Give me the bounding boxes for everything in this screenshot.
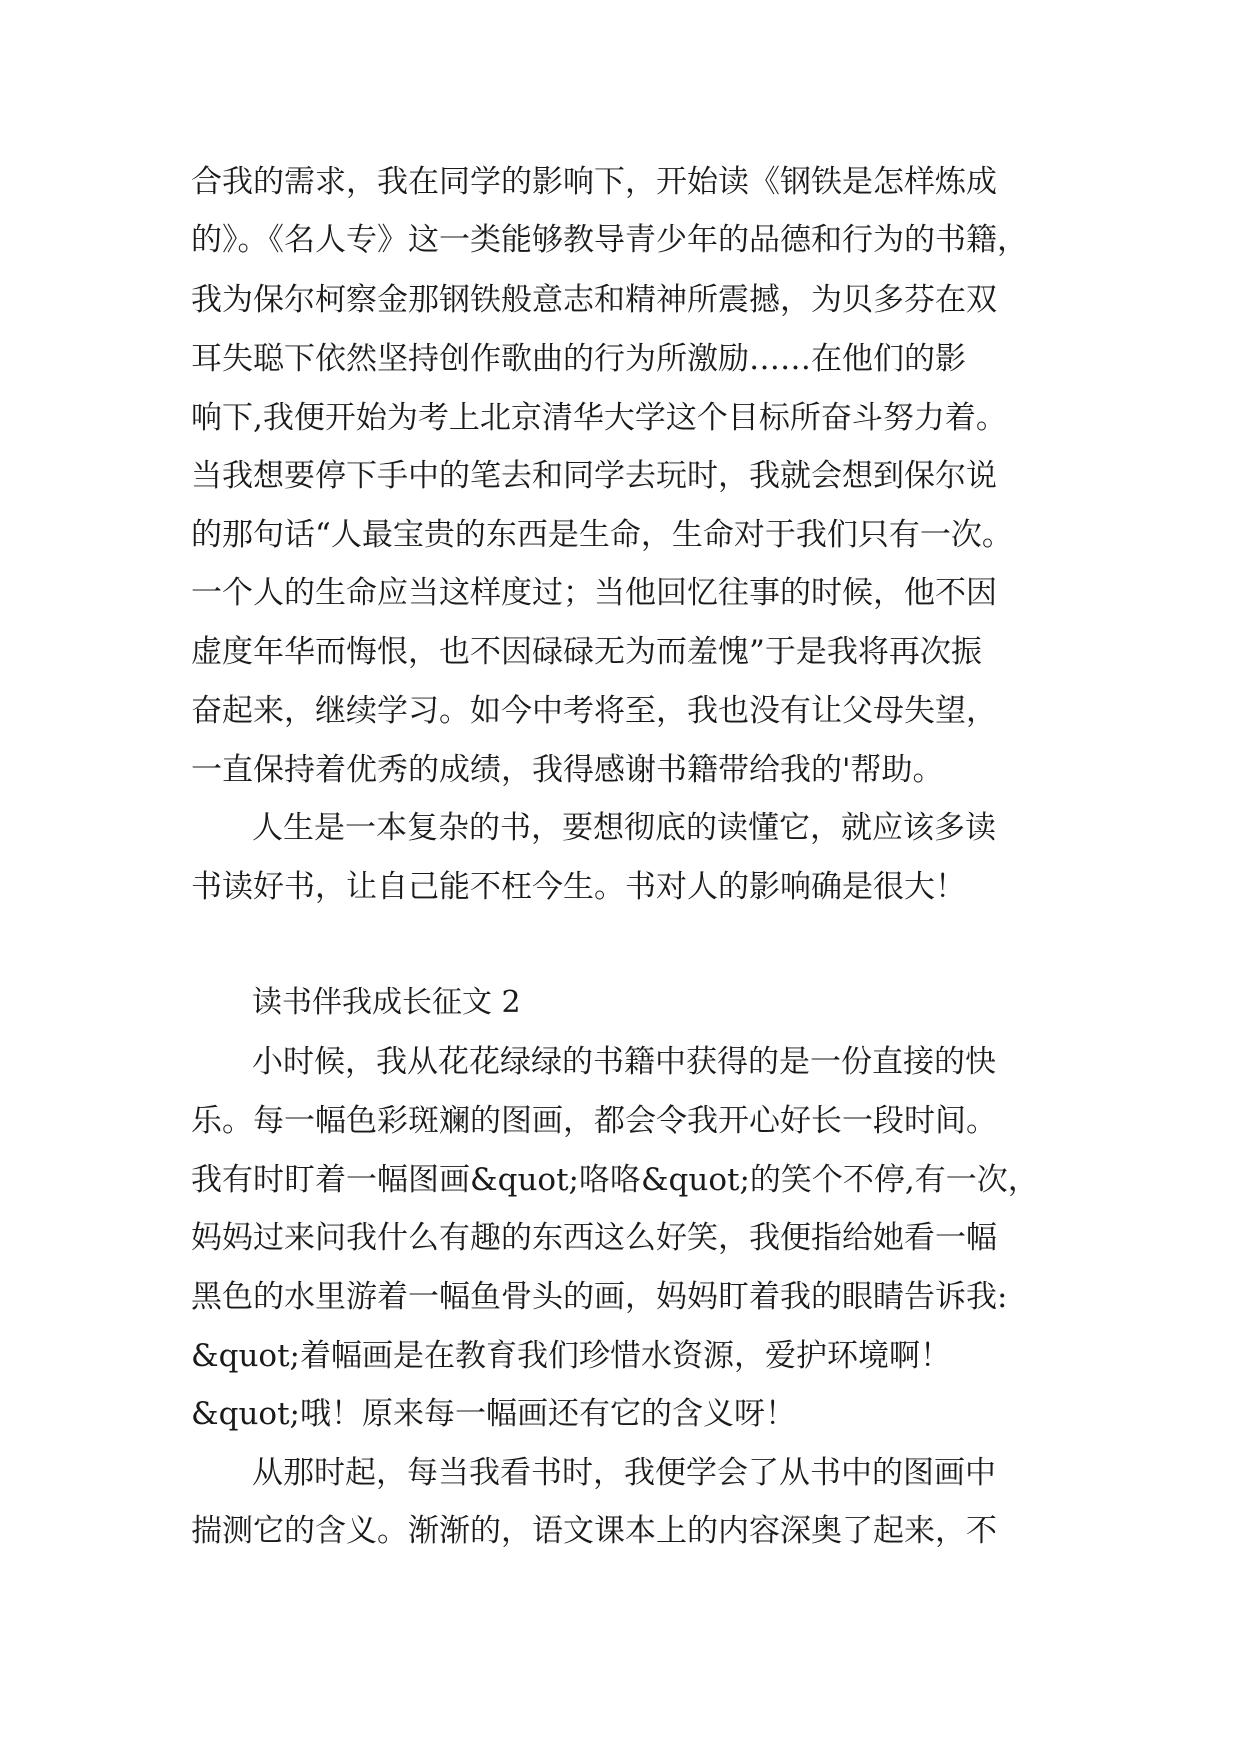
paragraph-line: 揣测它的含义。渐渐的，语文课本上的内容深奥了起来，不 xyxy=(191,1513,997,1549)
paragraph-line: 一个人的生命应当这样度过；当他回忆往事的时候，他不因 xyxy=(191,575,997,611)
paragraph-first-line: 小时候，我从花花绿绿的书籍中获得的是一份直接的快 xyxy=(252,1044,996,1080)
paragraph-line: 响下,我便开始为考上北京清华大学这个目标所奋斗努力着。 xyxy=(191,400,1007,436)
paragraph-line: &quot;哦！原来每一幅画还有它的含义呀！ xyxy=(191,1396,796,1432)
paragraph-line: 黑色的水里游着一幅鱼骨头的画，妈妈盯着我的眼睛告诉我: xyxy=(191,1279,1008,1315)
paragraph-line: 乐。每一幅色彩斑斓的图画，都会令我开心好长一段时间。 xyxy=(191,1103,997,1139)
paragraph-line: 耳失聪下依然坚持创作歌曲的行为所激励……在他们的影 xyxy=(191,341,966,377)
paragraph-first-line: 人生是一本复杂的书，要想彻底的读懂它，就应该多读 xyxy=(252,810,996,846)
paragraph-line: 一直保持着优秀的成绩，我得感谢书籍带给我的'帮助。 xyxy=(191,752,944,788)
section-heading: 读书伴我成长征文 2 xyxy=(252,985,521,1020)
paragraph-line: 奋起来，继续学习。如今中考将至，我也没有让父母失望， xyxy=(191,693,997,729)
paragraph-line: 的》。《名人专》这一类能够教导青少年的品德和行为的书籍， xyxy=(191,222,1028,258)
paragraph-line: 我为保尔柯察金那钢铁般意志和精神所震撼，为贝多芬在双 xyxy=(191,282,997,318)
paragraph-line: 妈妈过来问我什么有趣的东西这么好笑，我便指给她看一幅 xyxy=(191,1220,997,1256)
paragraph-line: 书读好书，让自己能不枉今生。书对人的影响确是很大！ xyxy=(191,869,966,905)
paragraph-line: &quot;着幅画是在教育我们珍惜水资源，爱护环境啊！ xyxy=(191,1338,951,1374)
paragraph-line: 我有时盯着一幅图画&quot;咯咯&quot;的笑个不停,有一次， xyxy=(191,1162,1039,1198)
paragraph-line: 虚度年华而悔恨，也不因碌碌无为而羞愧”于是我将再次振 xyxy=(191,634,982,670)
paragraph-line: 合我的需求，我在同学的影响下，开始读《钢铁是怎样炼成 xyxy=(191,164,997,200)
paragraph-line: 当我想要停下手中的笔去和同学去玩时，我就会想到保尔说 xyxy=(191,458,997,494)
paragraph-line: 的那句话“人最宝贵的东西是生命，生命对于我们只有一次。 xyxy=(191,517,1013,553)
paragraph-first-line: 从那时起，每当我看书时，我便学会了从书中的图画中 xyxy=(252,1455,996,1491)
